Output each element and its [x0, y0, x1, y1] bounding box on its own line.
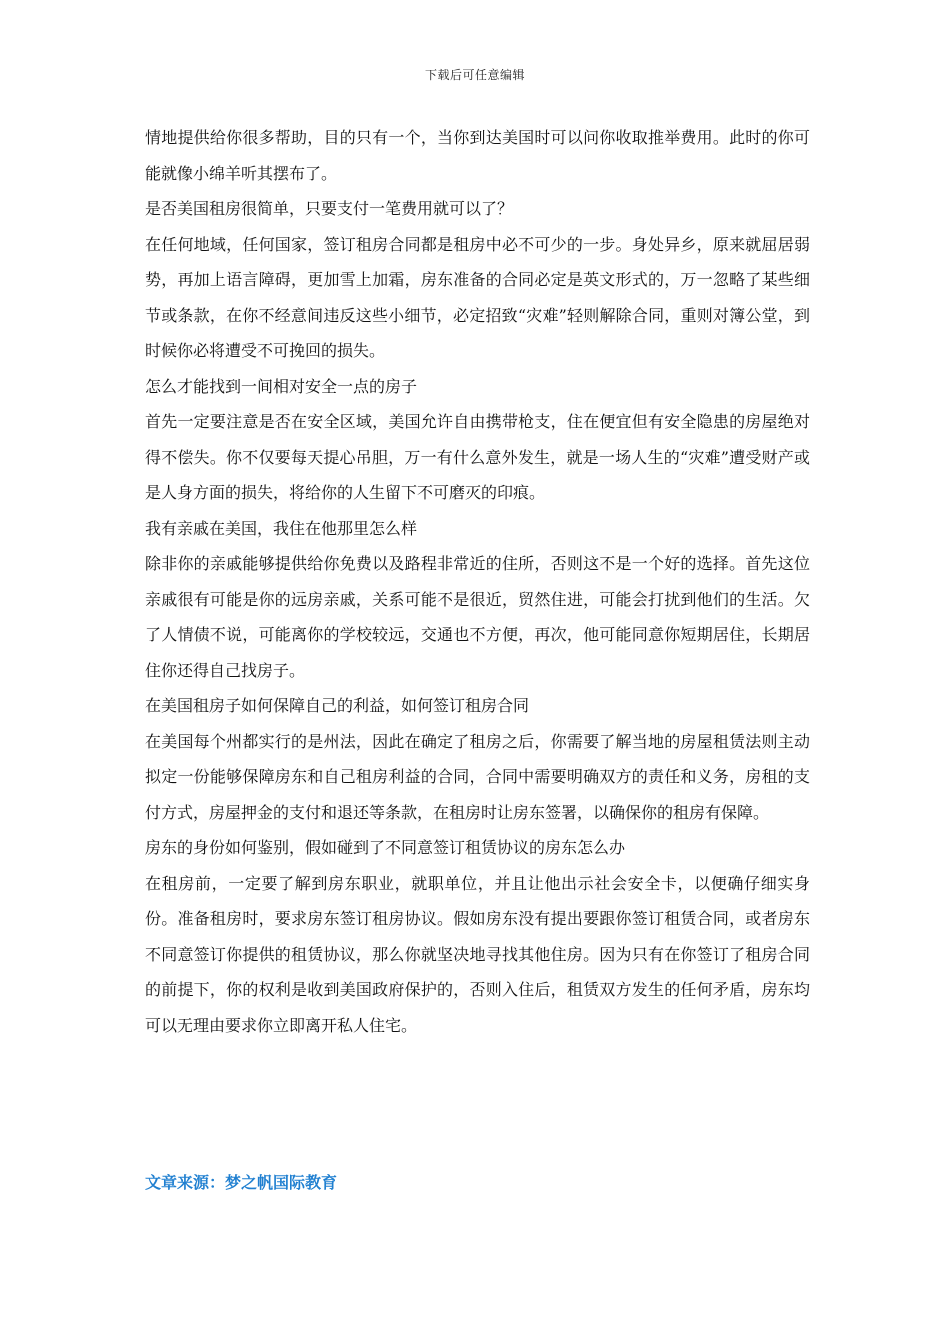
- paragraph: 情地提供给你很多帮助，目的只有一个，当你到达美国时可以问你收取推举费用。此时的你可能就像小绵羊听其摆布了。: [145, 128, 810, 183]
- paragraph: 首先一定要注意是否在安全区域，美国允许自由携带枪支，住在便宜但有安全隐患的房屋绝对得不偿失。你不仅要每天提心吊胆，万一有什么意外发生，就是一场人生的“灾难”遭受财产或是人身方面的损失，将给你的人生留下不可磨灭的印痕。: [145, 412, 810, 502]
- page-header: 下载后可任意编辑: [424, 68, 525, 82]
- article-body: [145, 120, 810, 1043]
- paragraph: 在美国每个州都实行的是州法，因此在确定了租房之后，你需要了解当地的房屋租赁法则主动拟定一份能够保障房东和自己租房利益的合同，合同中需要明确双方的责任和义务，房租的支付方式，房屋押金的支付和退还等条款，在租房时让房东签署，以确保你的租房有保障。: [145, 731, 810, 822]
- section-heading: 怎么才能找到一间相对安全一点的房子: [145, 376, 418, 396]
- section-heading: 房东的身份如何鉴别，假如碰到了不同意签订租赁协议的房东怎么办: [145, 838, 626, 857]
- section-heading: 是否美国租房很简单，只要支付一笔费用就可以了？: [145, 199, 514, 218]
- section-heading: 我有亲戚在美国，我住在他那里怎么样: [145, 518, 418, 538]
- section-heading: 在美国租房子如何保障自己的利益，如何签订租房合同: [145, 696, 530, 715]
- paragraph: 在任何地域，任何国家，签订租房合同都是租房中必不可少的一步。身处异乡，原来就屈居弱势，再加上语言障碍，更加雪上加霜，房东准备的合同必定是英文形式的，万一忽略了某些细节或条款，在你不经意间违反这些小细节，必定招致“灾难”轻则解除合同，重则对簿公堂，到时候你必将遭受不可挽回的损失。: [145, 234, 810, 360]
- article-source: 文章来源：梦之帆国际教育: [145, 1173, 338, 1192]
- paragraph: 除非你的亲戚能够提供给你免费以及路程非常近的住所，否则这不是一个好的选择。首先这位亲戚很有可能是你的远房亲戚，关系可能不是很近，贸然住进，可能会打扰到他们的生活。欠了人情债不说，可能离你的学校较远，交通也不方便，再次，他可能同意你短期居住，长期居住你还得自己找房子。: [145, 554, 810, 680]
- paragraph: 在租房前，一定要了解到房东职业，就职单位，并且让他出示社会安全卡，以便确仔细实身份。准备租房时，要求房东签订租房协议。假如房东没有提出要跟你签订租赁合同，或者房东不同意签订你提供的租赁协议，那么你就坚决地寻找其他住房。因为只有在你签订了租房合同的前提下，你的权利是收到美国政府保护的，否则入住后，租赁双方发生的任何矛盾，房东均可以无理由要求你立即离开私人住宅。: [145, 873, 810, 1035]
